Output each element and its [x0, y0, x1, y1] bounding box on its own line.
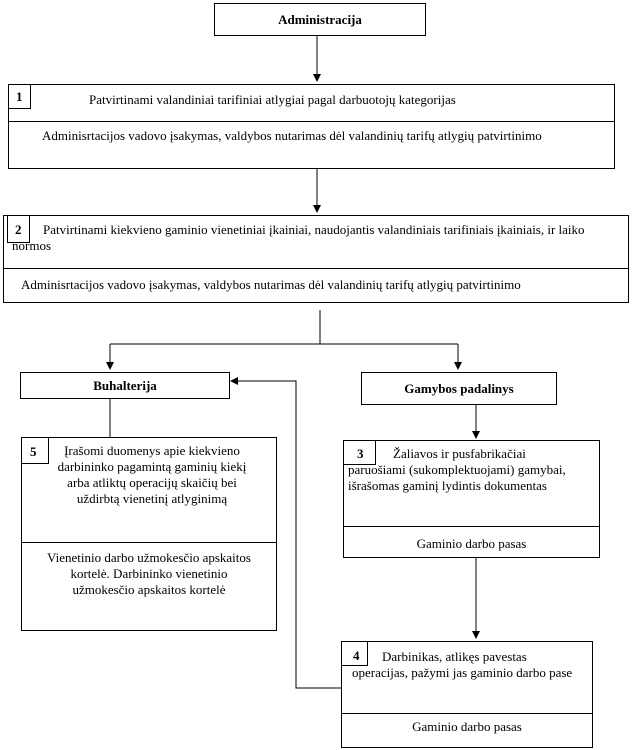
- step2-divider: [4, 268, 628, 269]
- production-box: [361, 372, 557, 405]
- step5-number-box: [21, 437, 49, 464]
- step3-title: Žaliavos ir pusfabrikačiai paruošiami (sukomplektuojami) gamybai, išrašomas gaminį lydintis dokumentas: [348, 446, 566, 493]
- accounting-title: Buhalterija: [93, 378, 157, 393]
- step5-document: Vienetinio darbo užmokesčio apskaitos kortelė. Darbininko vienetinio užmokesčio apskaitos kortelė: [47, 550, 251, 597]
- step4-document: Gaminio darbo pasas: [412, 719, 522, 734]
- step2-number: 2: [15, 222, 22, 237]
- step3-document: Gaminio darbo pasas: [416, 536, 527, 551]
- step1-box: [8, 84, 615, 169]
- step3-number: 3: [357, 446, 364, 461]
- production-title: Gamybos padalinys: [404, 381, 514, 396]
- step2-title: Patvirtinami kiekvieno gaminio vienetiniai įkainiai, naudojantis valandiniais tarifiniais įkainiais, ir laiko normos: [12, 222, 585, 253]
- step3-box: [343, 440, 600, 558]
- step4-title: Darbinikas, atlikęs pavestas operacijas, pažymi jas gaminio darbo pase: [352, 649, 573, 680]
- step1-number: 1: [16, 89, 23, 104]
- step1-document: Adminisrtacijos vadovo įsakymas, valdybos nutarimas dėl valandinių tarifų atlygių patvirtinimo: [42, 128, 542, 143]
- administration-box: [214, 3, 426, 36]
- accounting-box: [20, 372, 230, 399]
- step5-box: [21, 437, 277, 631]
- step5-title: Įrašomi duomenys apie kiekvieno darbininko pagamintą gaminių kiekį arba atliktų operacijų skaičių bei uždirbtą vienetinį atlyginimą: [57, 443, 247, 506]
- step2-box: [3, 215, 629, 303]
- step2-document: Adminisrtacijos vadovo įsakymas, valdybos nutarimas dėl valandinių tarifų atlygių patvirtinimo: [21, 277, 521, 292]
- step1-divider: [9, 121, 614, 122]
- step4-divider: [342, 713, 592, 714]
- step1-number-box: [8, 84, 31, 109]
- step3-divider: [344, 526, 599, 527]
- step1-title: Patvirtinami valandiniai tarifiniai atlygiai pagal darbuotojų kategorijas: [89, 92, 456, 107]
- step4-number: 4: [353, 648, 360, 663]
- step5-divider: [22, 542, 276, 543]
- step5-number: 5: [30, 444, 37, 459]
- step4-box: [341, 641, 593, 748]
- administration-title: Administracija: [278, 12, 362, 27]
